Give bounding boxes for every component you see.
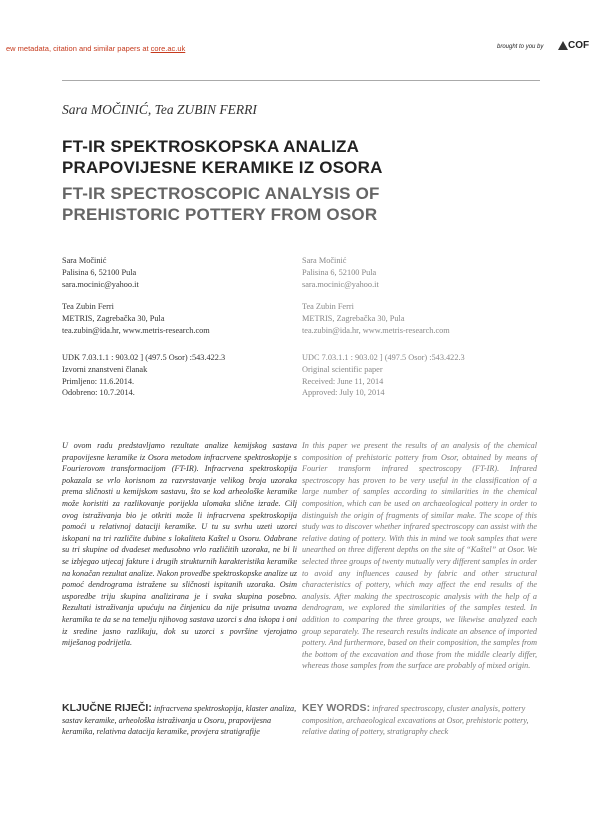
author1-email[interactable]: sara.mocinic@yahoo.it — [302, 279, 379, 289]
core-logo[interactable] — [558, 39, 600, 53]
author2-email[interactable]: tea.zubin@ida.hr, www.metris-research.com — [62, 325, 210, 335]
article-type: Izvorni znanstveni članak — [62, 364, 148, 374]
author2-email[interactable]: tea.zubin@ida.hr, www.metris-research.com — [302, 325, 450, 335]
keywords-text: infracrvena spektroskopija, klaster analiza, sastav keramike, arheološka istraživanja u Osoru, prapovijesna keramika, relativna datacija keramike, provjera stratigrafije — [62, 704, 297, 737]
keywords-text: infrared spectroscopy, cluster analysis, pottery composition, archaeological excavations at Osor, prehistoric pottery, relative dating of pottery, stratigraphy check — [302, 704, 529, 737]
author-addresses-english — [302, 255, 534, 337]
author2-name: Tea Zubin Ferri — [62, 302, 114, 312]
author1-name: Sara Močinić — [62, 256, 107, 265]
core-logo-text: COF — [568, 40, 590, 51]
author1-street: Palisina 6, 52100 Pula — [62, 267, 137, 277]
classification-english — [302, 352, 534, 399]
author2-org: METRIS, Zagrebačka 30, Pula — [302, 314, 405, 324]
abstract-english: In this paper we present the results of an analysis of the chemical composition of prehistoric pottery from Osor, obtained by means of Fourier transform infrared spectroscopy (FT-IR). Infrared spectroscopy has proven to be very useful in the classification of a large number of samples according to similarities in the chemical composition, which can be used on archaeological pottery in order to distinguish the origin of fragments of similar make. The scope of this study was to discover whether infrared spectroscopy can assist with the relative dating of pottery. With this in mind we took samples that were unearthed on three different depths on the site of “Kaštel” at Osor. We selected three groups of twenty mutually very different samples in order to avoid any influences caused by fabric and other structural characteristics of pottery, which may affect the end results of the analysis. After making the spectroscopic analysis with the help of a dendrogram, we explored the similarities of the samples tested. In addition to comparing the three groups, we likewise analyzed each group separately. The research results indicate an absence of imported pottery. And furthermore, based on their composition, the samples from the bottom of the excavation and those from the middle clearly differ, whereas those samples from the surface are probably of mixed origin. — [302, 441, 537, 671]
title-english-line-1: FT-IR SPECTROSCOPIC ANALYSIS OF — [62, 184, 380, 203]
keywords-english — [302, 703, 537, 738]
title-english — [62, 183, 540, 225]
author1-name: Sara Močinić — [302, 256, 347, 265]
article-type: Original scientific paper — [302, 364, 383, 374]
core-triangle-icon — [558, 41, 568, 50]
udc-code: UDC 7.03.1.1 : 903.02 ] (497.5 Osor) :543.422.3 — [302, 353, 465, 362]
received-date: Received: June 11, 2014 — [302, 376, 384, 386]
approved-date: Odobreno: 10.7.2014. — [62, 388, 135, 398]
header-rule — [62, 80, 540, 81]
top-banner — [0, 0, 600, 62]
received-date: Primljeno: 11.6.2014. — [62, 376, 135, 386]
article-authors: Sara MOČINIĆ, Tea ZUBIN FERRI — [62, 102, 257, 117]
classification-croatian — [62, 352, 294, 399]
title-croatian-line-2: PRAPOVIJESNE KERAMIKE IZ OSORA — [62, 158, 383, 177]
author2-name: Tea Zubin Ferri — [302, 302, 354, 312]
metadata-banner[interactable] — [6, 44, 185, 53]
title-croatian-line-1: FT-IR SPEKTROSKOPSKA ANALIZA — [62, 137, 360, 156]
keywords-croatian — [62, 703, 297, 738]
approved-date: Approved: July 10, 2014 — [302, 388, 385, 398]
keywords-label: KEY WORDS: — [302, 702, 371, 714]
abstract-croatian: U ovom radu predstavljamo rezultate analize kemijskog sastava prapovijesne keramike iz Osora metodom infracrvene spektroskopije s Fourierovom transformacijom (FT-IR). Infracrvena spektroskopija pokazala se vrlo korisnom za razvrstavanje velikog broja uzoraka prema sličnosti u kemijskom sastavu, što se kod arheološke keramike može koristiti za razlikovanje porijekla ulomaka slične izrade. Cilj ovog istraživanja bio je otkriti može li infracrvena spektroskopija pomoći u relativnoj dataciji keramike. U tu su svrhu uzeti uzorci iskopani na tri različite dubine s lokaliteta Kaštel u Osoru. Odabrane su tri skupine od dvadeset međusobno vrlo različitih uzoraka, ne bi li se izbjegao utjecaj fakture i drugih strukturnih karakteristika keramike na konačan rezultat analize. Nakon provedbe spektroskopske analize uz pomoć dendrograma istražene su sličnosti ispitanih uzoraka. Osim usporedbe triju skupina analizirana je i svaka skupina posebno. Rezultati istraživanja upućuju na činjenicu da nije prisutna uvozna keramika te da se na temelju njihovog sastava uzorci s dna iskopa i oni iz sredine jasno razlikuju, dok su uzorci s površine vjerojatno miješanog podrijetla. — [62, 441, 297, 648]
author-addresses-croatian — [62, 255, 294, 337]
author2-org: METRIS, Zagrebačka 30, Pula — [62, 314, 165, 324]
author1-email[interactable]: sara.mocinic@yahoo.it — [62, 279, 139, 289]
metadata-text: ew metadata, citation and similar papers at — [6, 44, 151, 53]
udk-code: UDK 7.03.1.1 : 903.02 ] (497.5 Osor) :543.422.3 — [62, 353, 226, 362]
title-croatian — [62, 136, 540, 178]
keywords-label: KLJUČNE RIJEČI: — [62, 702, 152, 714]
author1-street: Palisina 6, 52100 Pula — [302, 267, 377, 277]
brought-by-text: brought to you by — [497, 44, 544, 50]
title-english-line-2: PREHISTORIC POTTERY FROM OSOR — [62, 205, 378, 224]
core-link[interactable]: core.ac.uk — [150, 44, 186, 53]
